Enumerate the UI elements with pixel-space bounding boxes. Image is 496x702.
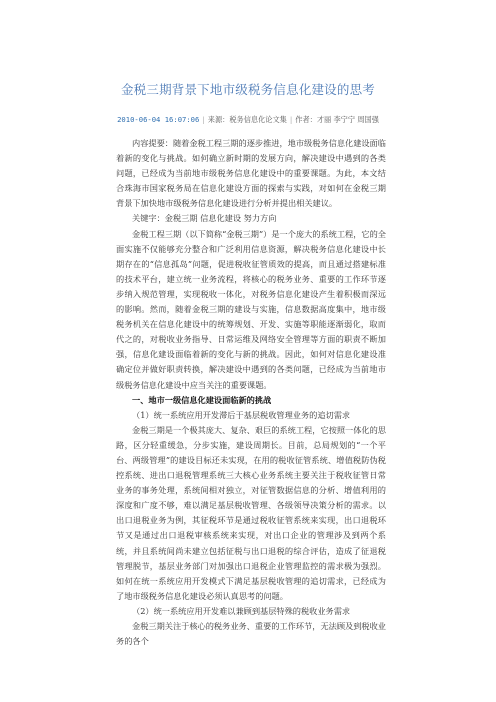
article-authors: 作者：才丽 李宁宁 周国强 — [295, 115, 379, 124]
article-meta — [0, 115, 496, 125]
meta-separator: | — [202, 115, 205, 124]
article-source: 来源：税务信息化论文集 — [207, 115, 287, 124]
abstract-paragraph: 内容提要：随着金税工程三期的逐步推进，地市级税务信息化建设面临着新的变化与挑战。如何确立新时期的发展方向，解决建设中遇到的各类问题，已经成为当前地市级税务信息化建设中的重要课题。为此，本文结合珠海市国家税务局在信息化建设方面的探索与实践，对如何在金税三期背景下加快地市级税务信息化建设进行分析并提出相关建议。 — [116, 138, 386, 209]
article-title: 金税三期背景下地市级税务信息化建设的思考 — [120, 82, 375, 97]
subsection-heading: （2）统一系统应用开发难以兼顾到基层特殊的税收业务需求 — [132, 605, 351, 616]
subsection-paragraph: 金税三期是一个极其庞大、复杂、艰巨的系统工程，它按照一体化的思路，区分轻重缓急，分步实施，建设周期长。目前，总局规划的“一个平台、两级管理”的建设目标还未实现，在用的税收征管系统、增值税防伪税控系统、进出口退税管理系统三大核心业务系统主要关注于税收征管日常业务的事务处理，系统间相对独立，对征管数据信息的分析、增值利用的深度和广度不够，难以满足基层税收管理、各级领导决策分析的需求。以出口退税业务为例，其征税环节是通过税收征管系统来实现，出口退税环节又是通过出口退税审核系统来实现，对出口企业的管理涉及到两个系统，并且系统间尚未建立包括征税与出口退税的综合评估，造成了征退税管理脱节，基层业务部门对加强出口退税企业管理监控的需求极为强烈。如何在统一系统应用开发模式下满足基层税收管理的追切需求，已经成为了地市级税务信息化建设必须认真思考的问题。 — [116, 424, 386, 601]
article-body — [116, 136, 386, 649]
publish-date: 2010-06-04 16:07:06 — [117, 115, 200, 124]
intro-paragraph: 金税工程三期（以下简称“金税三期”）是一个庞大的系统工程，它的全面实施不仅能够充分整合和广泛利用信息资源，解决税务信息化建设中长期存在的“信息孤岛”问题，促进税收征管质效的提高，而且通过搭建标准的技术平台，建立统一业务流程，将核心的税务业务、重要的工作环节逐步纳入规范管理，实现税收一体化，对税务信息化建设产生着积极而深远的影响。然而，随着金税三期的建设与实施，信息数据高度集中，地市级税务机关在信息化建设中的统筹规划、开发、实施等职能逐渐弱化，取而代之的，对税收业务指导、日常运维及网络安全管理等方面的职责不断加强，信息化建设面临着新的变化与新的挑战。因此，如何对信息化建设准确定位并做好职责转换，解决建设中遇到的各类问题，已经成为当前地市级税务信息化建设中应当关注的重要课题。 — [116, 228, 386, 390]
keywords-line: 关键字：金税三期 信息化建设 努力方向 — [132, 213, 277, 224]
subsection-heading: （1）统一系统应用开发滞后于基层税收管理业务的追切需求 — [132, 409, 351, 420]
meta-separator: | — [289, 115, 293, 124]
subsection-paragraph: 金税三期关注于核心的税务业务、重要的工作环节，无法顾及到税收业务的各个 — [116, 621, 386, 647]
section-heading: 一、地市一级信息化建设面临新的挑战 — [132, 394, 272, 405]
